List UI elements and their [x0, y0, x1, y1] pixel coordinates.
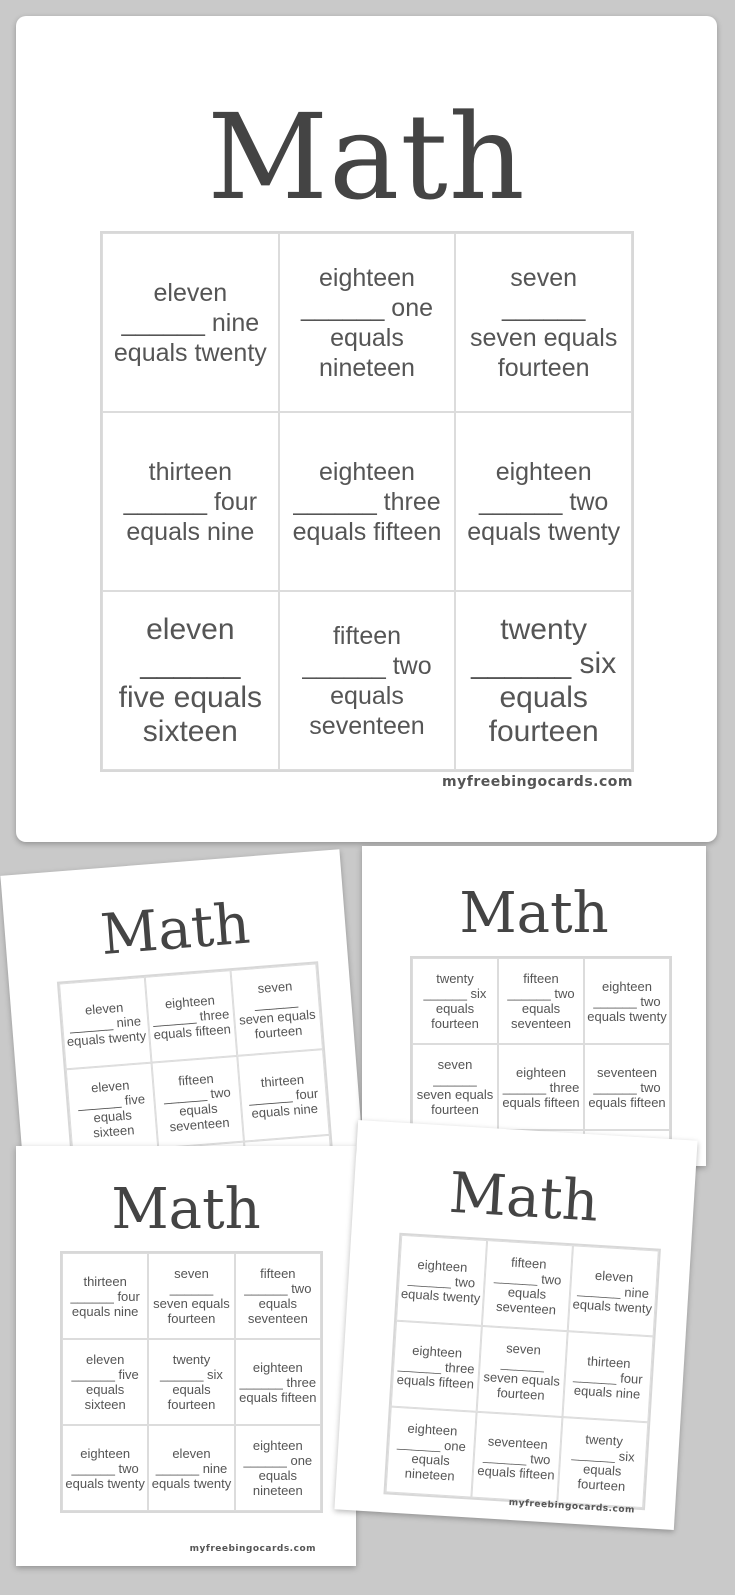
- bingo-cell: thirteen ______ four equals nine: [562, 1331, 653, 1422]
- bingo-cell: eleven ______ five equals sixteen: [102, 591, 279, 770]
- bingo-cell: seven ______ seven equals fourteen: [231, 963, 323, 1055]
- brand-watermark: myfreebingocards.com: [508, 1497, 636, 1516]
- bingo-grid: [60, 1251, 323, 1513]
- bingo-cell: eighteen ______ two equals twenty: [584, 958, 670, 1044]
- bingo-cell: seventeen ______ two equals fifteen: [471, 1412, 562, 1503]
- bingo-cell: eighteen ______ one equals nineteen: [386, 1407, 477, 1498]
- card-title: Math: [207, 88, 526, 226]
- bingo-cell: eighteen ______ three equals fifteen: [391, 1321, 482, 1412]
- bingo-cell: eighteen ______ one equals nineteen: [279, 233, 456, 412]
- bingo-cell: eleven ______ five equals sixteen: [66, 1063, 158, 1155]
- bingo-grid: [383, 1233, 661, 1511]
- bingo-cell: fifteen ______ two equals seventeen: [482, 1240, 573, 1331]
- bingo-cell: eighteen ______ one equals nineteen: [235, 1425, 321, 1511]
- bingo-cell: eighteen ______ three equals fifteen: [145, 970, 237, 1062]
- bingo-cell: seven ______ seven equals fourteen: [148, 1253, 234, 1339]
- bingo-cell: eighteen ______ two equals twenty: [396, 1235, 487, 1326]
- bingo-cell: eleven ______ nine equals twenty: [148, 1425, 234, 1511]
- bingo-cell: fifteen ______ two equals seventeen: [279, 591, 456, 770]
- preview-card-4: [334, 1120, 697, 1530]
- bingo-cell: twenty ______ six equals fourteen: [557, 1417, 648, 1508]
- card-title: Math: [98, 891, 253, 969]
- bingo-cell: fifteen ______ two equals seventeen: [498, 958, 584, 1044]
- bingo-cell: thirteen ______ four equals nine: [102, 412, 279, 591]
- preview-card-2: [362, 846, 706, 1166]
- bingo-cell: seventeen ______ two equals fifteen: [584, 1044, 670, 1130]
- bingo-cell: eighteen ______ two equals twenty: [455, 412, 632, 591]
- bingo-cell: thirteen ______ four equals nine: [62, 1253, 148, 1339]
- bingo-cell: twenty ______ six equals fourteen: [148, 1339, 234, 1425]
- main-bingo-card: [16, 16, 717, 842]
- brand-watermark: myfreebingocards.com: [189, 1544, 316, 1554]
- bingo-cell: seven ______ seven equals fourteen: [477, 1326, 568, 1417]
- bingo-cell: seven ______ seven equals fourteen: [412, 1044, 498, 1130]
- bingo-cell: twenty ______ six equals fourteen: [412, 958, 498, 1044]
- bingo-cell: eleven ______ nine equals twenty: [59, 977, 151, 1069]
- card-title: Math: [111, 1177, 261, 1242]
- card-title: Math: [459, 881, 609, 946]
- bingo-cell: fifteen ______ two equals seventeen: [152, 1056, 244, 1148]
- bingo-cell: eleven ______ five equals sixteen: [62, 1339, 148, 1425]
- bingo-cell: eighteen ______ three equals fifteen: [498, 1044, 584, 1130]
- brand-watermark: myfreebingocards.com: [442, 774, 633, 790]
- bingo-cell: eleven ______ nine equals twenty: [568, 1245, 659, 1336]
- bingo-cell: eleven ______ nine equals twenty: [102, 233, 279, 412]
- bingo-cell: fifteen ______ two equals seventeen: [235, 1253, 321, 1339]
- bingo-cell: eighteen ______ three equals fifteen: [235, 1339, 321, 1425]
- bingo-cell: eighteen ______ three equals fifteen: [279, 412, 456, 591]
- bingo-grid: [100, 231, 634, 772]
- bingo-cell: twenty ______ six equals fourteen: [455, 591, 632, 770]
- bingo-cell: thirteen ______ four equals nine: [237, 1049, 329, 1141]
- bingo-cell: seven ______ seven equals fourteen: [455, 233, 632, 412]
- card-title: Math: [447, 1160, 601, 1235]
- bingo-cell: eighteen ______ two equals twenty: [62, 1425, 148, 1511]
- preview-card-3: [16, 1146, 356, 1566]
